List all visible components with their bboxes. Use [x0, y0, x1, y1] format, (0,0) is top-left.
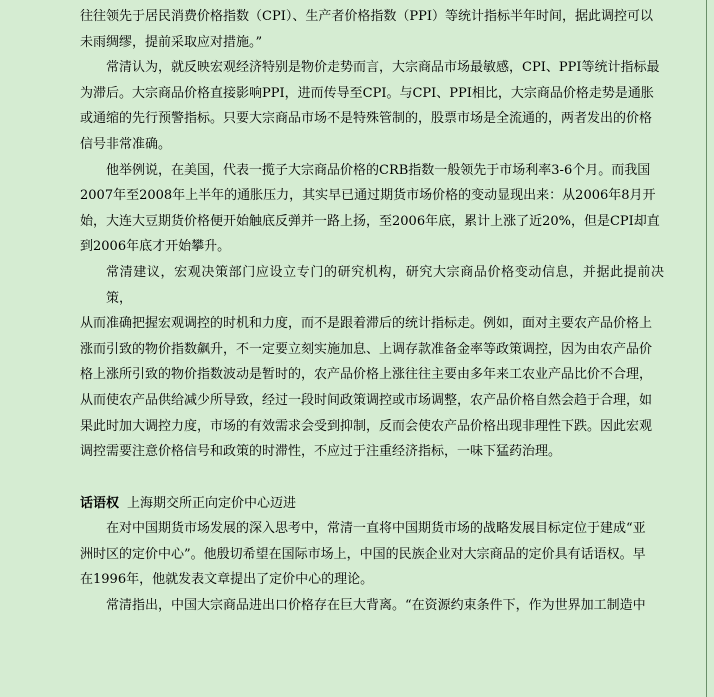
article-paragraphs-after [80, 516, 664, 618]
paragraph-line: 或通缩的先行预警指标。只要大宗商品市场不是特殊管制的，股票市场是全流通的，两者发出的价格 [80, 111, 653, 127]
paragraph-line: 信号非常准确。 [80, 136, 172, 152]
paragraph [80, 516, 664, 593]
paragraph [80, 260, 664, 465]
paragraph-line: 洲时区的定价中心”。他殷切希望在国际市场上，中国的民族企业对大宗商品的定价具有话语权。早 [80, 546, 646, 562]
paragraph-line: 从而准确把握宏观调控的时机和力度，而不是跟着滞后的统计指标走。例如，面对主要农产品价格上 [80, 316, 653, 332]
paragraph [80, 4, 664, 55]
paragraph [80, 593, 664, 619]
page-edge-divider [706, 0, 707, 697]
paragraph [80, 158, 664, 260]
paragraph-line: 到2006年底才开始攀升。 [80, 239, 231, 255]
paragraph-line: 从而使农产品供给减少所导致，经过一段时间政策调控或市场调整，农产品价格自然会趋于合理，如 [80, 392, 653, 408]
paragraph-line: 2007年至2008年上半年的通胀压力，其实早已通过期货市场价格的变动显现出来：从2006年8月开 [80, 188, 656, 204]
paragraph-line: 果此时加大调控力度，市场的有效需求会受到抑制，反而会使农产品价格出现非理性下跌。因此宏观 [80, 418, 653, 434]
section-keyword: 话语权 [80, 495, 120, 511]
paragraph-line: 他举例说，在美国，代表一揽子大宗商品价格的CRB指数一般领先于市场利率3-6个月。而我国 [106, 162, 651, 178]
paragraph-line: 常清建议，宏观决策部门应设立专门的研究机构，研究大宗商品价格变动信息，并据此提前决策， [106, 264, 664, 306]
paragraph-line: 常清认为，就反映宏观经济特别是物价走势而言，大宗商品市场最敏感，CPI、PPI等统计指标最 [106, 60, 660, 76]
paragraph-line: 未雨绸缪，提前采取应对措施。” [80, 34, 263, 50]
article-body [80, 4, 664, 619]
paragraph-line: 涨而引致的物价指数飙升，不一定要立刻实施加息、上调存款准备金率等政策调控，因为由农产品价 [80, 341, 653, 357]
paragraph-line: 往往领先于居民消费价格指数（CPI）、生产者价格指数（PPI）等统计指标半年时间，据此调控可以 [80, 9, 653, 24]
paragraph-line: 调控需要注意价格信号和政策的时滞性，不应过于注重经济指标，一味下猛药治理。 [80, 444, 562, 460]
article-paragraphs-before [80, 4, 664, 465]
paragraph [80, 55, 664, 157]
section-heading [80, 491, 664, 517]
paragraph-line: 在1996年，他就发表文章提出了定价中心的理论。 [80, 572, 374, 588]
paragraph-line: 始，大连大豆期货价格便开始触底反弹并一路上扬，至2006年底，累计上涨了近20%，但是CPI却直 [80, 213, 660, 229]
paragraph-line: 常清指出，中国大宗商品进出口价格存在巨大背离。“在资源约束条件下，作为世界加工制造中 [106, 598, 646, 614]
paragraph-line: 为滞后。大宗商品价格直接影响PPI，进而传导至CPI。与CPI、PPI相比，大宗商品价格走势是通胀 [80, 85, 654, 101]
paragraph-line: 在对中国期货市场发展的深入思考中，常清一直将中国期货市场的战略发展目标定位于建成“亚 [106, 521, 646, 537]
section-subtitle: 上海期交所正向定价中心迈进 [127, 495, 297, 511]
paragraph-line: 格上涨所引致的物价指数波动是暂时的，农产品价格上涨往往主要由多年来工农业产品比价不合理， [80, 367, 653, 383]
